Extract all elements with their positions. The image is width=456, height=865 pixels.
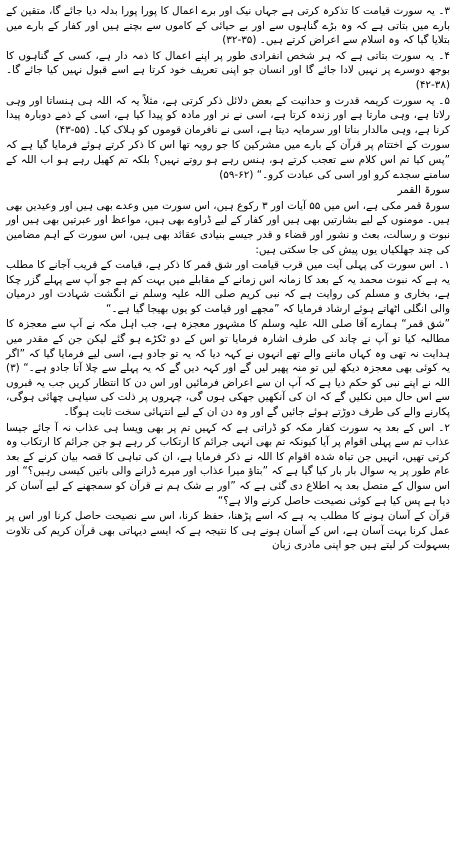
paragraph-qamar-intro: سورۃ قمر مکی ہے، اس میں ۵۵ آیات اور ۳ رکوع ہیں، اس سورت میں وعدے بھی ہیں اور وعیدیں بھی ہیں۔ مومنوں کے لیے بشارتیں بھی ہیں اور کفار کے لیے ڈراوے بھی ہیں، مواعظ اور عبرتیں بھی ہیں اور نبوت و رسالت، بعث و نشور اور قضاء و قدر جیسے بنیادی عقائد بھی ہیں، اس سورت کے اہم مضامین کی چند جھلکیاں یوں پیش کی جا سکتی ہیں:: [6, 199, 451, 256]
section-heading-surah-al-qamar: سورۃ القمر: [397, 184, 450, 197]
paragraph-point-4: ۴۔ یہ سورت بتاتی ہے کہ ہر شخص انفرادی طور پر اپنے اعمال کا ذمہ دار ہے، کسی کے گناہوں کا بوجھ دوسرے پر نہیں لادا جائے گا اور انسان جو اپنی تعریف خود کرتا ہے اسے قبول نہیں کیا جائے گا۔ (۳۸-۴۲): [6, 49, 450, 91]
paragraph-surah-ending: سورت کے اختتام پر قرآن کے بارے میں مشرکین کا جو رویہ تھا اس کا ذکر کرتے ہوئے فرمایا گیا ہے کہ ”پس کیا تم اس کلام سے تعجب کرتے ہو، ہنس رہے ہو روتے نہیں؟ بلکہ تم کھیل رہے ہو اب اللہ کے سامنے سجدے کرو اور اسی کی عبادت کرو۔“ (۶۲-۵۹): [6, 139, 450, 181]
paragraph-qamar-point-1: ۱۔ اس سورت کی پہلی آیت میں قرب قیامت اور شق قمر کا ذکر ہے، قیامت کے قریب آجانے کا مطلب یہ ہے کہ نبوت محمد یہ کے بعد کا زمانہ اس زمانے کے مقابلے میں بہت کم ہے جو آپ سے پہلے گزر چکا ہے، بخاری و مسلم کی روایت ہے کہ نبی کریم صلی اللہ علیہ وسلم نے انگشت شہادت اور درمیان والی انگلی اٹھاتے ہوئے ارشاد فرمایا کہ ”مجھے اور قیامت کو یوں بھیجا گیا ہے۔“: [6, 259, 450, 315]
paragraph-qamar-point-2: ۲۔ اس کے بعد یہ سورت کفار مکہ کو ڈراتی ہے کہ کہیں تم پر بھی ویسا ہی عذاب نہ آ جائے جیسا عذاب تم سے پہلی اقوام پر آیا کیونکہ تم بھی انہی جرائم کا ارتکاب کر رہے ہو جن جرائم کا ارتکاب وہ کرتی تھیں، انہیں جن تباہ شدہ اقوام کا اللہ نے ذکر فرمایا ہے، ان کی تباہی کا قصہ بیان کرنے کے بعد عام طور پر یہ سوال بار بار کیا گیا ہے کہ ”بتاؤ میرا عذاب اور میرے ڈرانے والی باتیں کیسی رہیں؟“ اور اس سوال کے متصل بعد یہ اطلاع دی گئی ہے کہ ”اور بے شک ہم نے قرآن کو سمجھنے کے لیے آسان کر دیا ہے پس کیا ہے کوئی نصیحت حاصل کرنے والا ہے؟“: [6, 421, 450, 507]
paragraph-quran-easy: قرآن کے آسان ہونے کا مطلب یہ ہے کہ اسے پڑھنا، حفظ کرنا، اس سے نصیحت حاصل کرنا اور اس پر عمل کرنا بہت آسان ہے، اس کے آسان ہونے ہی کا نتیجہ ہے کہ ایسے دیہاتی بھی قرآن کریم کی تلاوت بسہولت کر لیتے ہیں جو اپنی مادری زبان: [6, 510, 450, 552]
paragraph-shaq-al-qamar: ”شق قمر“ ہمارے آقا صلی اللہ علیہ وسلم کا مشہور معجزہ ہے، جب اہل مکہ نے آپ سے معجزہ کا مطالبہ کیا تو آپ نے چاند کی طرف اشارہ فرمایا تو اس کے دو ٹکڑے ہو گئے لیکن جن کے مقدر میں ہدایت نہ تھی وہ کہاں ماننے والے تھے انہوں نے کہہ دیا کہ یہ تو جادو ہے، اسی لیے فرمایا گیا کہ ”اگر یہ کوئی بھی معجزہ دیکھ لیں تو منہ پھیر لیں گے اور کہہ دیں گے کہ یہ پہلے سے چلا آتا جادو ہے۔“ (۳) اللہ نے اپنے نبی کو حکم دیا ہے کہ آپ ان سے اعراض فرمائیں اور اس دن کا انتظار کریں جب یہ قبروں سے اس حال میں نکلیں گے کہ ان کی آنکھیں جھکی ہوں گی، چہروں پر ذلت کی سیاہی چھائی ہوگی، پکارنے والے کی طرف دوڑتے ہوئے جائیں گے اور وہ دن ان کے لیے انتہائی سخت ثابت ہوگا۔: [6, 318, 450, 419]
paragraph-point-3: ۳۔ یہ سورت قیامت کا تذکرہ کرتی ہے جہاں نیک اور برے اعمال کا پورا پورا بدلہ دیا جائے گا، متقین کے بارے میں بتاتی ہے کہ وہ بڑے گناہوں سے اور بے حیائی کے کاموں سے بچتے ہیں اور کفار کے بارے میں بتلایا گیا کہ وہ اسلام سے اعراض کرتے ہیں۔ (۳۵-۳۲): [6, 5, 450, 47]
paragraph-point-5: ۵۔ یہ سورت کریمہ قدرت و حدانیت کے بعض دلائل ذکر کرتی ہے، مثلاً یہ کہ اللہ ہی ہنساتا اور وہی رلاتا ہے، وہی مارتا ہے اور زندہ کرتا ہے، اسی نے نر اور مادہ کو پیدا کیا ہے، اسی کے ذمے دوبارہ پیدا کرنا ہے، وہی مالدار بناتا اور سرمایہ دیتا ہے، اسی نے نافرمان قوموں کو ہلاک کیا۔ (۵۵-۴۳): [6, 94, 450, 136]
